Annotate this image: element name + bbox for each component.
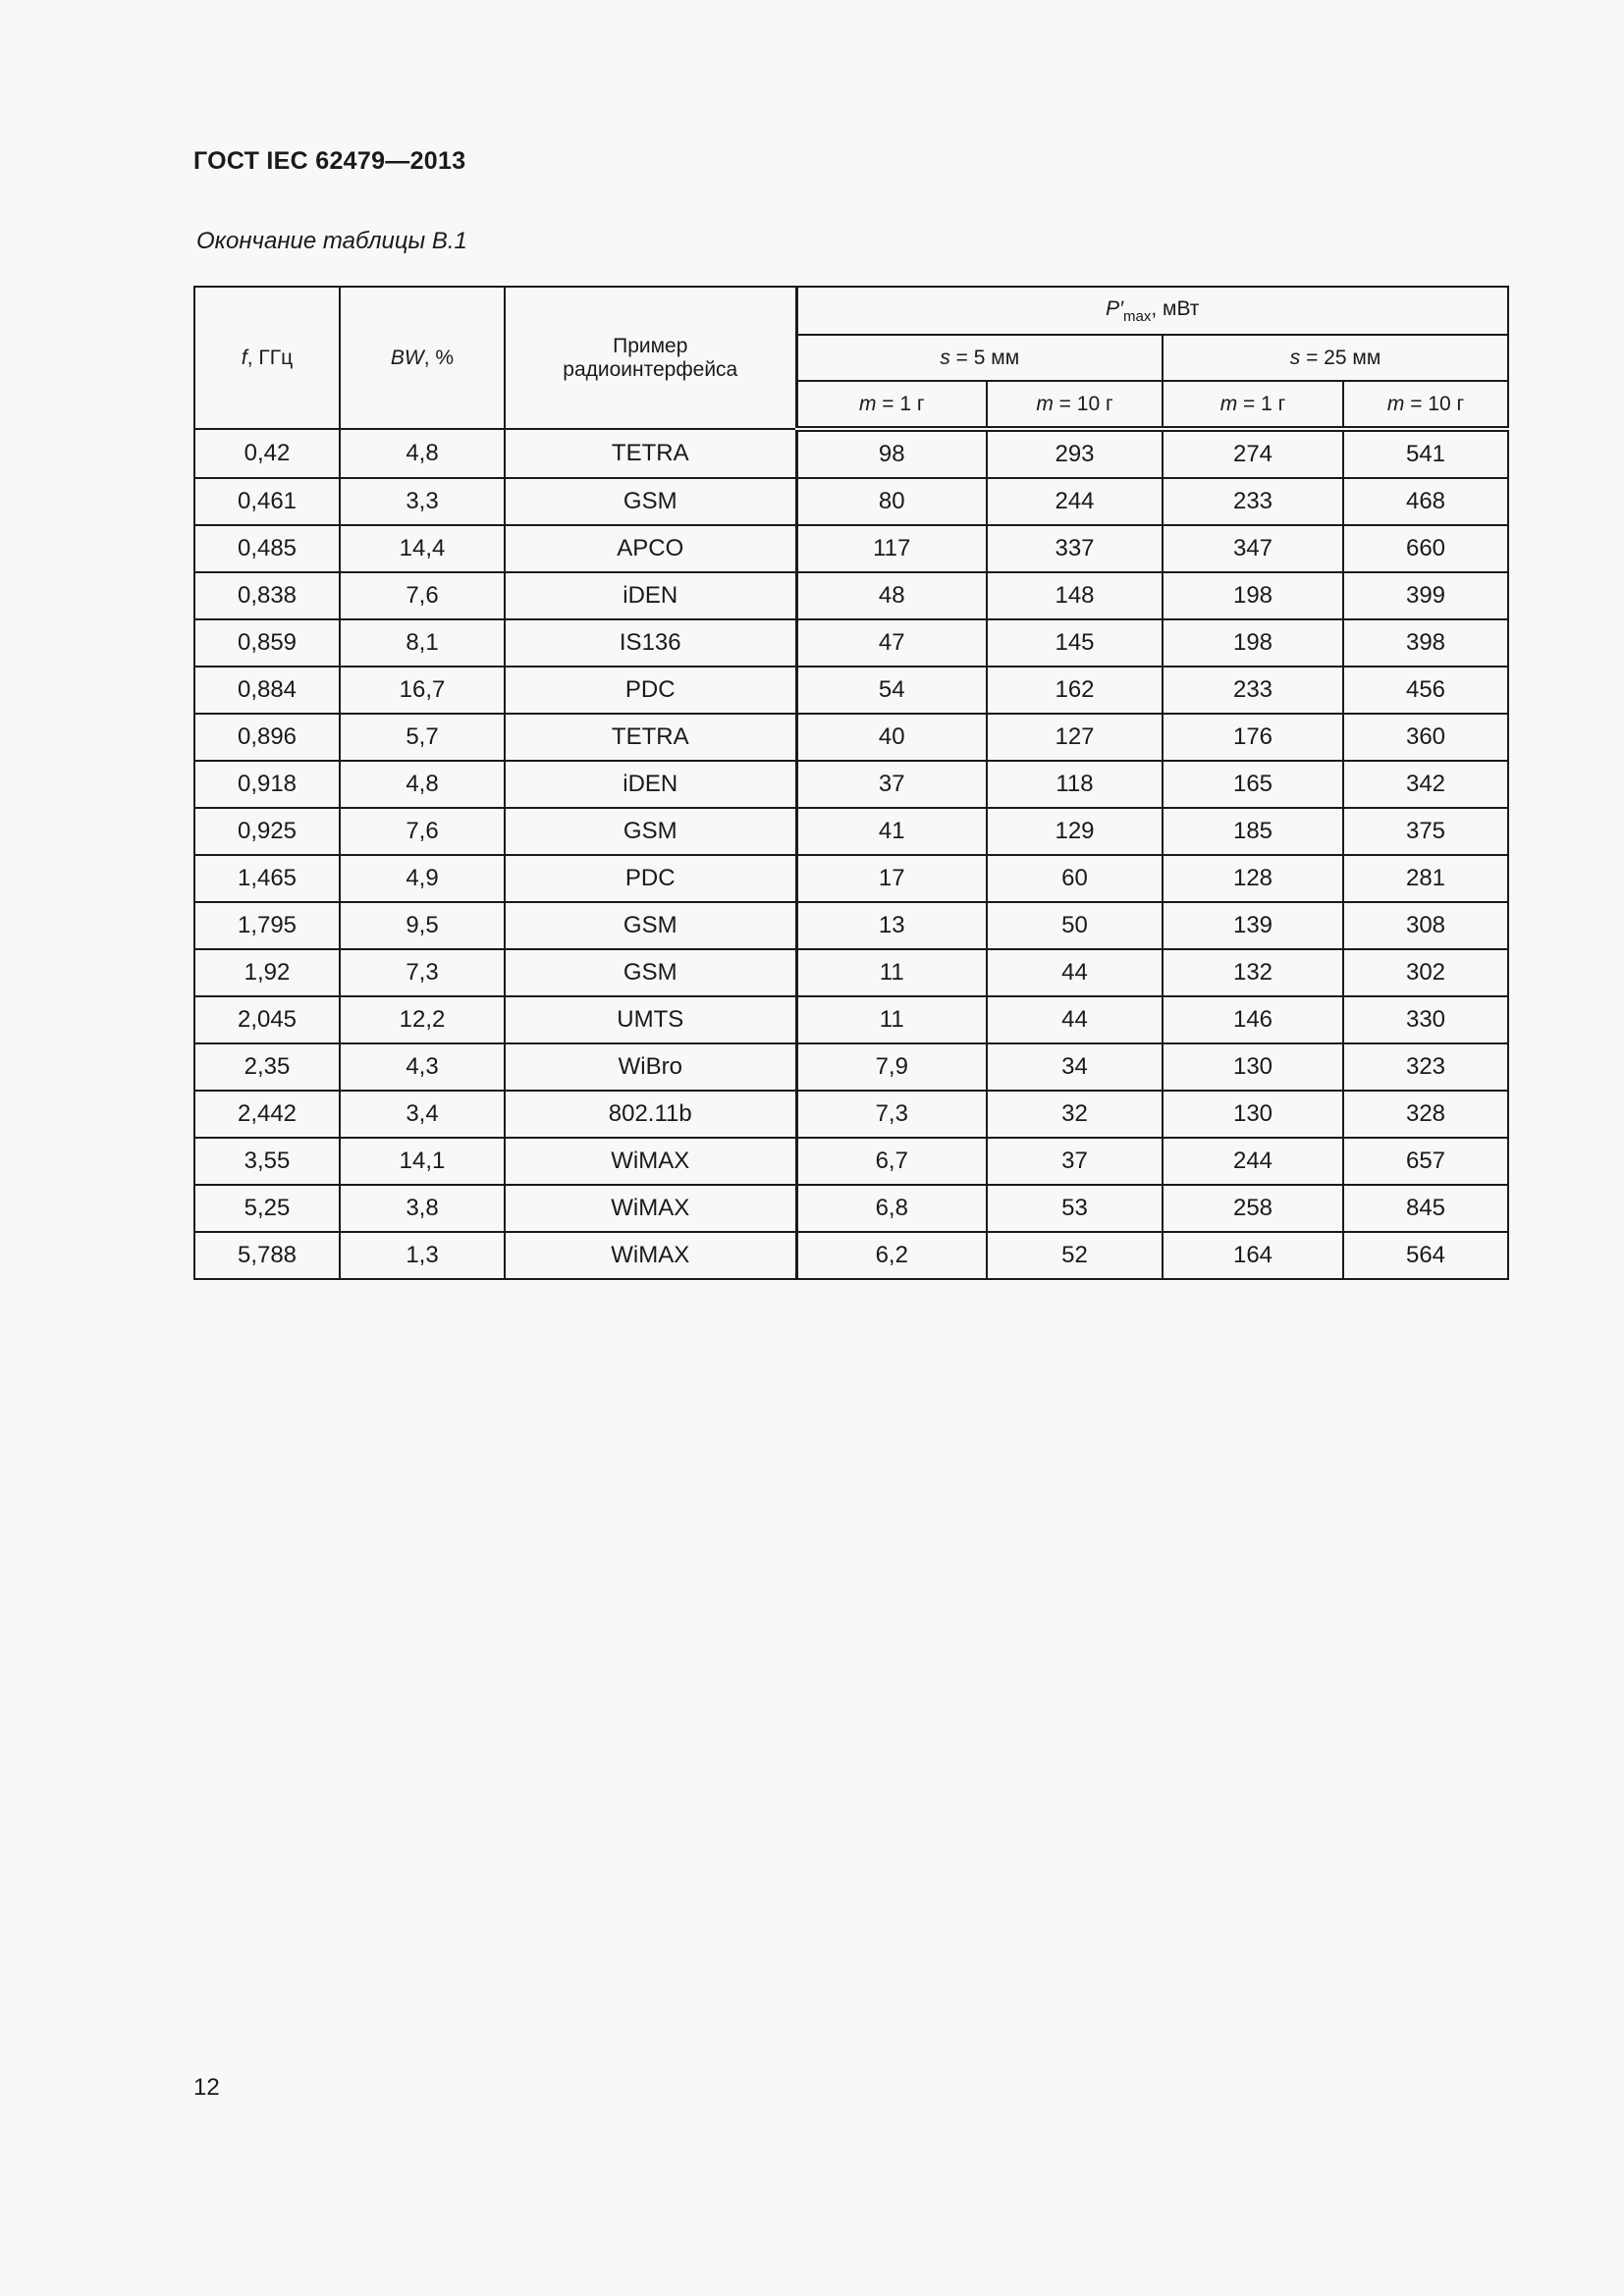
table-row (194, 572, 1508, 619)
cell-s25-m1: 139 (1163, 902, 1343, 949)
cell-s5-m1: 13 (796, 902, 987, 949)
cell-frequency: 0,485 (194, 525, 340, 572)
cell-s5-m10: 162 (987, 667, 1163, 714)
cell-bandwidth: 14,1 (340, 1138, 505, 1185)
cell-s5-m1: 7,9 (796, 1043, 987, 1091)
table-row (194, 902, 1508, 949)
cell-bandwidth: 7,6 (340, 808, 505, 855)
table-row (194, 714, 1508, 761)
cell-s25-m10: 360 (1343, 714, 1508, 761)
cell-bandwidth: 8,1 (340, 619, 505, 667)
cell-radio-interface: APCO (505, 525, 796, 572)
cell-s5-m1: 117 (796, 525, 987, 572)
cell-s25-m10: 375 (1343, 808, 1508, 855)
cell-bandwidth: 3,8 (340, 1185, 505, 1232)
cell-bandwidth: 7,6 (340, 572, 505, 619)
cell-s25-m1: 130 (1163, 1043, 1343, 1091)
cell-s5-m1: 37 (796, 761, 987, 808)
cell-s5-m10: 148 (987, 572, 1163, 619)
cell-s25-m10: 456 (1343, 667, 1508, 714)
cell-s25-m1: 165 (1163, 761, 1343, 808)
cell-s5-m1: 11 (796, 996, 987, 1043)
cell-frequency: 5,788 (194, 1232, 340, 1279)
cell-radio-interface: iDEN (505, 572, 796, 619)
cell-s5-m10: 50 (987, 902, 1163, 949)
cell-s25-m10: 845 (1343, 1185, 1508, 1232)
cell-radio-interface: WiMAX (505, 1138, 796, 1185)
cell-s25-m1: 176 (1163, 714, 1343, 761)
cell-bandwidth: 4,8 (340, 761, 505, 808)
cell-s5-m1: 54 (796, 667, 987, 714)
table-body (194, 429, 1508, 1279)
cell-bandwidth: 16,7 (340, 667, 505, 714)
cell-s5-m10: 32 (987, 1091, 1163, 1138)
table-row (194, 1232, 1508, 1279)
cell-s25-m10: 330 (1343, 996, 1508, 1043)
cell-s25-m1: 198 (1163, 619, 1343, 667)
cell-frequency: 0,461 (194, 478, 340, 525)
cell-frequency: 0,859 (194, 619, 340, 667)
cell-s5-m1: 47 (796, 619, 987, 667)
table-row (194, 949, 1508, 996)
cell-s5-m1: 6,8 (796, 1185, 987, 1232)
cell-radio-interface: iDEN (505, 761, 796, 808)
cell-frequency: 5,25 (194, 1185, 340, 1232)
table-row (194, 1138, 1508, 1185)
cell-bandwidth: 1,3 (340, 1232, 505, 1279)
cell-s25-m10: 468 (1343, 478, 1508, 525)
cell-s5-m1: 6,2 (796, 1232, 987, 1279)
cell-s5-m10: 44 (987, 996, 1163, 1043)
cell-radio-interface: PDC (505, 667, 796, 714)
header-bandwidth: BW, % (340, 287, 505, 429)
cell-s5-m10: 118 (987, 761, 1163, 808)
cell-s5-m1: 6,7 (796, 1138, 987, 1185)
cell-frequency: 0,838 (194, 572, 340, 619)
cell-radio-interface: GSM (505, 478, 796, 525)
cell-s25-m10: 399 (1343, 572, 1508, 619)
cell-s25-m1: 198 (1163, 572, 1343, 619)
cell-s5-m1: 17 (796, 855, 987, 902)
cell-s5-m1: 80 (796, 478, 987, 525)
data-table (193, 286, 1509, 1280)
cell-s5-m10: 60 (987, 855, 1163, 902)
cell-radio-interface: TETRA (505, 429, 796, 478)
cell-s25-m10: 541 (1343, 429, 1508, 478)
cell-bandwidth: 3,3 (340, 478, 505, 525)
cell-frequency: 2,35 (194, 1043, 340, 1091)
cell-s5-m1: 11 (796, 949, 987, 996)
cell-bandwidth: 14,4 (340, 525, 505, 572)
header-s25-m1: m = 1 г (1163, 381, 1343, 429)
cell-radio-interface: GSM (505, 808, 796, 855)
cell-frequency: 1,92 (194, 949, 340, 996)
table-row (194, 1043, 1508, 1091)
cell-radio-interface: PDC (505, 855, 796, 902)
cell-s5-m10: 44 (987, 949, 1163, 996)
cell-frequency: 0,884 (194, 667, 340, 714)
cell-s25-m1: 164 (1163, 1232, 1343, 1279)
cell-radio-interface: GSM (505, 902, 796, 949)
cell-radio-interface: WiMAX (505, 1232, 796, 1279)
cell-s25-m1: 233 (1163, 478, 1343, 525)
cell-radio-interface: TETRA (505, 714, 796, 761)
cell-radio-interface: WiBro (505, 1043, 796, 1091)
cell-s25-m10: 281 (1343, 855, 1508, 902)
cell-frequency: 0,925 (194, 808, 340, 855)
cell-s25-m1: 130 (1163, 1091, 1343, 1138)
cell-s25-m10: 308 (1343, 902, 1508, 949)
cell-s25-m10: 657 (1343, 1138, 1508, 1185)
cell-frequency: 0,896 (194, 714, 340, 761)
cell-s5-m10: 52 (987, 1232, 1163, 1279)
cell-s5-m10: 337 (987, 525, 1163, 572)
document-title: ГОСТ IEC 62479—2013 (193, 147, 466, 175)
cell-s5-m10: 129 (987, 808, 1163, 855)
header-radio-interface: Пример радиоинтерфейса (505, 287, 796, 429)
cell-bandwidth: 12,2 (340, 996, 505, 1043)
cell-bandwidth: 4,3 (340, 1043, 505, 1091)
cell-radio-interface: UMTS (505, 996, 796, 1043)
header-s25-m10: m = 10 г (1343, 381, 1508, 429)
cell-radio-interface: GSM (505, 949, 796, 996)
table-row (194, 1091, 1508, 1138)
cell-frequency: 0,918 (194, 761, 340, 808)
cell-s25-m1: 244 (1163, 1138, 1343, 1185)
cell-s5-m10: 37 (987, 1138, 1163, 1185)
cell-s5-m1: 7,3 (796, 1091, 987, 1138)
cell-s25-m1: 233 (1163, 667, 1343, 714)
cell-bandwidth: 4,9 (340, 855, 505, 902)
cell-s25-m1: 132 (1163, 949, 1343, 996)
cell-frequency: 1,795 (194, 902, 340, 949)
cell-s25-m1: 258 (1163, 1185, 1343, 1232)
cell-s25-m10: 323 (1343, 1043, 1508, 1091)
table-row (194, 525, 1508, 572)
cell-s5-m1: 40 (796, 714, 987, 761)
cell-radio-interface: IS136 (505, 619, 796, 667)
table-caption: Окончание таблицы В.1 (196, 228, 467, 254)
header-s-5mm: s = 5 мм (796, 335, 1163, 381)
cell-bandwidth: 7,3 (340, 949, 505, 996)
table-row (194, 996, 1508, 1043)
cell-frequency: 2,442 (194, 1091, 340, 1138)
cell-s5-m10: 34 (987, 1043, 1163, 1091)
cell-frequency: 0,42 (194, 429, 340, 478)
cell-s5-m10: 145 (987, 619, 1163, 667)
table-row (194, 478, 1508, 525)
cell-s5-m10: 127 (987, 714, 1163, 761)
header-s-25mm: s = 25 мм (1163, 335, 1508, 381)
table-row (194, 761, 1508, 808)
header-frequency: f, ГГц (194, 287, 340, 429)
page-number: 12 (193, 2074, 220, 2101)
cell-bandwidth: 4,8 (340, 429, 505, 478)
cell-bandwidth: 9,5 (340, 902, 505, 949)
header-pmax: $P'_{max}$, мВт (796, 287, 1508, 335)
table-row (194, 808, 1508, 855)
table-row (194, 855, 1508, 902)
table-row (194, 619, 1508, 667)
table-row (194, 429, 1508, 478)
cell-frequency: 1,465 (194, 855, 340, 902)
cell-radio-interface: 802.11b (505, 1091, 796, 1138)
cell-s5-m1: 98 (796, 429, 987, 478)
cell-s5-m10: 293 (987, 429, 1163, 478)
header-s5-m1: m = 1 г (796, 381, 987, 429)
cell-bandwidth: 3,4 (340, 1091, 505, 1138)
table-row (194, 1185, 1508, 1232)
cell-s5-m10: 53 (987, 1185, 1163, 1232)
cell-bandwidth: 5,7 (340, 714, 505, 761)
cell-s25-m10: 328 (1343, 1091, 1508, 1138)
cell-s25-m10: 660 (1343, 525, 1508, 572)
cell-s25-m1: 185 (1163, 808, 1343, 855)
cell-s25-m10: 564 (1343, 1232, 1508, 1279)
cell-s25-m1: 274 (1163, 429, 1343, 478)
cell-s25-m1: 347 (1163, 525, 1343, 572)
header-s5-m10: m = 10 г (987, 381, 1163, 429)
cell-s25-m10: 302 (1343, 949, 1508, 996)
cell-frequency: 3,55 (194, 1138, 340, 1185)
table-row (194, 667, 1508, 714)
cell-radio-interface: WiMAX (505, 1185, 796, 1232)
cell-s5-m1: 48 (796, 572, 987, 619)
cell-s25-m10: 398 (1343, 619, 1508, 667)
cell-s5-m1: 41 (796, 808, 987, 855)
cell-s25-m1: 146 (1163, 996, 1343, 1043)
cell-s25-m10: 342 (1343, 761, 1508, 808)
cell-s5-m10: 244 (987, 478, 1163, 525)
cell-frequency: 2,045 (194, 996, 340, 1043)
cell-s25-m1: 128 (1163, 855, 1343, 902)
